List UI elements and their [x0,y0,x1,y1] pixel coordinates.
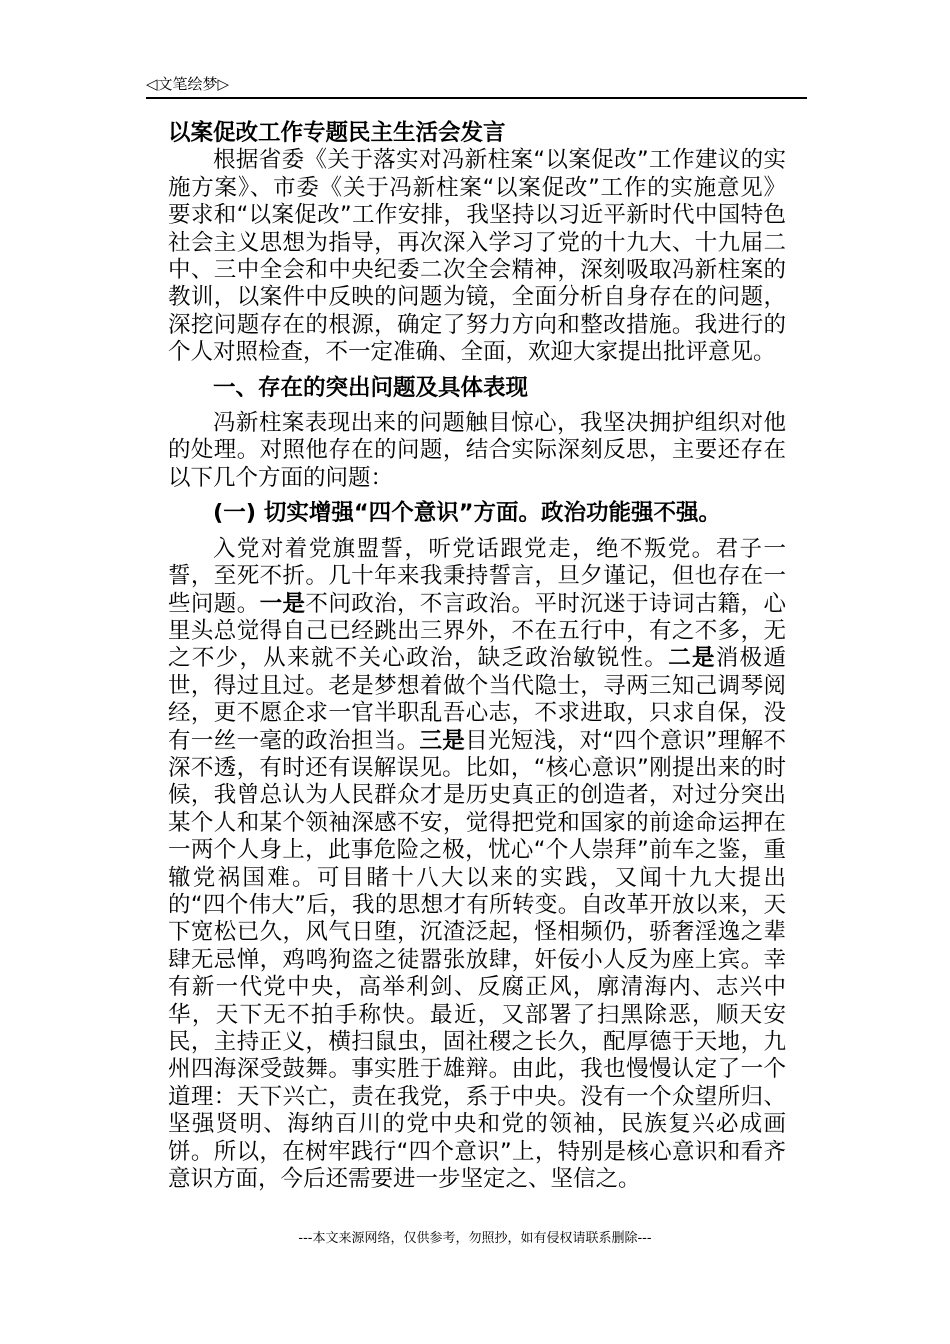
intro-paragraph: 根据省委《关于落实对冯新柱案“以案促改”工作建议的实施方案》、市委《关于冯新柱案“以案促改”工作的实施意见》要求和“以案促改”工作安排，我坚持以习近平新时代中国特色社会主义思想为指导，再次深入学习了党的十九大、十九届二中、三中全会和中央纪委二次全会精神，深刻吸取冯新柱案的教训，以案件中反映的问题为镜，全面分析自身存在的问题，深挖问题存在的根源，确定了努力方向和整改措施。我进行的个人对照检查，不一定准确、全面，欢迎大家提出批评意见。 [168,147,786,366]
body-text-part-1: 入党对着党旗盟誓，听党话跟党走，绝不叛党。君子一誓，至死不折。几十年来我秉持誓言，旦夕谨记，但也存在一些问题。 [168,535,786,617]
lead-point-3: 三是 [419,727,466,754]
body-text-part-4: 目光短浅，对“四个意识”理解不深不透，有时还有误解误见。比如，“核心意识”刚提出来的时候，我曾总认为人民群众才是历史真正的创造者，对过分突出某个人和某个领袖深感不安，觉得把党和国家的前途命运押在一两个人身上，此事危险之极，忧心“个人崇拜”前车之鉴，重辙党祸国难。可目睹十八大以来的实践，又闻十九大提出的“四个伟大”后，我的思想才有所转变。自改革开放以来，天下宽松已久，风气日堕，沉渣泛起，怪相频仍，骄奢淫逸之辈肆无忌惮，鸡鸣狗盗之徒嚣张放肆，奸佞小人反为座上宾。幸有新一代党中央，高举利剑、反腐正风，廓清海内、志兴中华，天下无不拍手称快。最近，又部署了扫黑除恶，顺天安民，主持正义，横扫鼠虫，固社稷之长久，配厚德于天地，九州四海深受鼓舞。事实胜于雄辩。由此，我也慢慢认定了一个道理：天下兴亡，责在我党，系于中央。没有一个众望所归、坚强贤明、海纳百川的党中央和党的领袖，民族复兴必成画饼。所以，在树牢践行“四个意识”上，特别是核心意识和看齐意识方面，今后还需要进一步坚定之、坚信之。 [168,727,786,1193]
page-header: ◁文笔绘梦▷ [146,75,230,93]
body-paragraph [168,536,786,1194]
document-title: 以案促改工作专题民主生活会发言 [168,120,506,146]
section-intro-paragraph: 冯新柱案表现出来的问题触目惊心，我坚决拥护组织对他的处理。对照他存在的问题，结合实际深刻反思，主要还存在以下几个方面的问题： [168,410,786,491]
page-footer-disclaimer: ---本文来源网络，仅供参考，勿照抄，如有侵权请联系删除--- [298,1231,652,1246]
body-text-part-3: 消极遁世，得过且过。老是梦想着做个当代隐士，寻两三知己调琴阅经，更不愿企求一官半职乱吾心志，不求进取，只求自保，没有一丝一毫的政治担当。 [168,645,786,754]
subsection-heading: (一) 切实增强“四个意识”方面。政治功能强不强。 [213,500,721,527]
section-heading: 一、存在的突出问题及具体表现 [213,374,529,401]
document-body [168,120,786,1193]
lead-point-2: 二是 [668,645,716,672]
header-divider [146,97,807,99]
lead-point-1: 一是 [259,590,306,617]
body-text-part-2: 不问政治，不言政治。平时沉迷于诗词古籍，心里头总觉得自己已经跳出三界外，不在五行中，有之不多，无之不少，从来就不关心政治，缺乏政治敏锐性。 [168,590,786,672]
